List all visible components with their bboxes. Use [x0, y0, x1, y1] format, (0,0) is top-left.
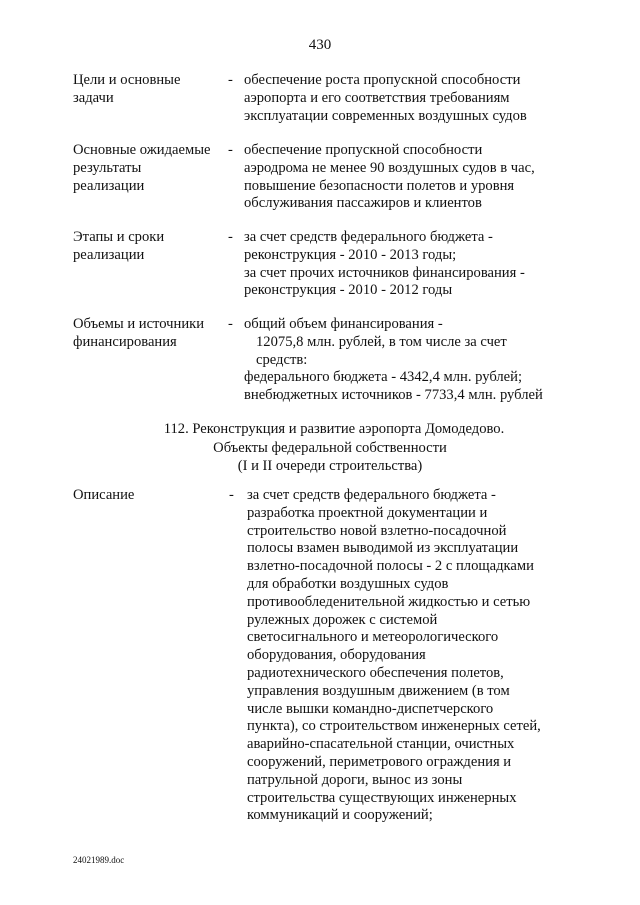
section-label: Объемы и источники финансирования — [73, 316, 205, 350]
heading-line: Объекты федеральной собственности — [213, 439, 447, 456]
heading-line: 112. Реконструкция и развитие аэропорта Домодедово. — [163, 421, 505, 437]
document-filename: 24021989.doc — [73, 855, 125, 865]
heading-line: (I и II очереди строительства) — [237, 458, 423, 474]
page-number: 430 — [308, 37, 332, 53]
project-heading — [0, 420, 640, 476]
section-value: за счет средств федерального бюджета - реконструкция - 2010 - 2013 годы; за счет прочих источников финансирования - реконструкция - 2010 - 2012 годы — [244, 229, 525, 299]
dash: - — [228, 316, 233, 332]
section-label: Описание — [73, 487, 135, 503]
dash: - — [228, 72, 233, 88]
section-value: за счет средств федерального бюджета - разработка проектной документации и строительство новой взлетно-посадочной полосы взамен выводимой из эксплуатации взлетно-посадочной полосы - 2 с площадками для обработки воздушных судов противообледенительной жидкостью и сетью рулежных дорожек с системой светосигнального и метеорологического оборудования, оборудования радиотехнического обеспечения полетов, управления воздушным движением (в том числе вышки командно-диспетчерского пункта), со строительством инженерных сетей, аварийно-спасательной станции, очистных сооружений, периметрового ограждения и патрульной дороги, вынос из зоны строительства существующих инженерных коммуникаций и сооружений; — [247, 487, 541, 824]
section-label: Основные ожидаемые результаты реализации — [73, 142, 211, 194]
section-value: обеспечение пропускной способности аэродрома не менее 90 воздушных судов в час, повышение безопасности полетов и уровня обслуживания пассажиров и клиентов — [244, 142, 535, 212]
section-label: Этапы и сроки реализации — [73, 229, 165, 263]
dash: - — [228, 229, 233, 245]
section-value: общий объем финансирования - 12075,8 млн. рублей, в том числе за счет средств: федерального бюджета - 4342,4 млн. рублей; внебюджетных источников - 7733,4 млн. рублей — [244, 316, 543, 404]
dash: - — [228, 142, 233, 158]
section-value: обеспечение роста пропускной способности аэропорта и его соответствия требованиям эксплуатации современных воздушных судов — [244, 72, 527, 124]
section-label: Цели и основные задачи — [73, 72, 181, 106]
dash: - — [229, 487, 234, 503]
